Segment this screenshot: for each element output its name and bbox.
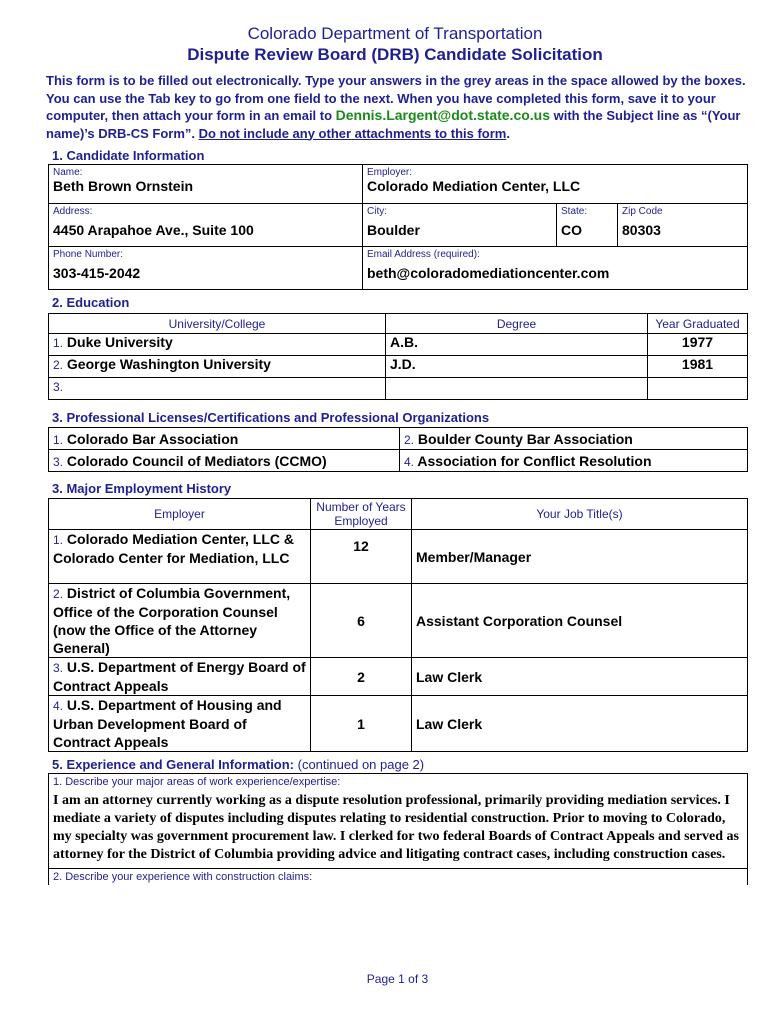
licenses-table bbox=[48, 427, 748, 472]
employment-title-4[interactable]: Law Clerk bbox=[412, 696, 748, 752]
zip-field[interactable]: 80303 bbox=[622, 221, 661, 238]
phone-cell[interactable] bbox=[49, 246, 363, 289]
license-value: Boulder County Bar Association bbox=[417, 430, 633, 447]
section-employment-heading: 3. Major Employment History bbox=[52, 481, 232, 496]
education-school-1[interactable] bbox=[49, 334, 386, 356]
education-school-3[interactable] bbox=[49, 378, 386, 400]
table-row bbox=[49, 334, 748, 356]
row-number: 2. bbox=[53, 358, 64, 372]
employment-years-3[interactable]: 2 bbox=[311, 658, 412, 696]
license-1[interactable] bbox=[49, 428, 400, 450]
education-col-school: University/College bbox=[49, 314, 386, 334]
instructions-text: This form is to be filled out electronically. Type your answers in the grey areas in the space allowed by the boxes. You can use the Tab key to go from one field to the next. When you have completed this form, save it to your computer, then attach your form in an email to bbox=[46, 73, 746, 123]
employment-years-4[interactable]: 1 bbox=[311, 696, 412, 752]
page-number: Page 1 of 3 bbox=[366, 972, 429, 986]
experience-heading-text: 5. Experience and General Information: bbox=[52, 757, 295, 772]
employer-value: U.S. Department of Housing and Urban Development Board of Contract Appeals bbox=[53, 697, 282, 750]
zip-cell[interactable] bbox=[618, 203, 748, 246]
license-value: Colorado Council of Mediators (CCMO) bbox=[66, 452, 327, 469]
education-degree-2[interactable]: J.D. bbox=[386, 356, 648, 378]
zip-label: Zip Code bbox=[622, 205, 663, 217]
employment-title-3[interactable]: Law Clerk bbox=[412, 658, 748, 696]
instructions-end: . bbox=[506, 125, 510, 141]
education-col-year: Year Graduated bbox=[648, 314, 748, 334]
license-value: Colorado Bar Association bbox=[66, 430, 239, 447]
city-cell[interactable] bbox=[363, 203, 557, 246]
employment-employer-2[interactable] bbox=[49, 584, 311, 658]
education-col-degree: Degree bbox=[386, 314, 648, 334]
experience-table bbox=[48, 773, 748, 885]
section-licenses-heading: 3. Professional Licenses/Certifications and Professional Organizations bbox=[52, 410, 490, 425]
employer-value: District of Columbia Government, Office of the Corporation Counsel (now the Office of the Attorney General) bbox=[53, 585, 291, 656]
employment-employer-1[interactable] bbox=[49, 530, 311, 584]
employment-col-employer: Employer bbox=[49, 499, 311, 530]
employment-col-title: Your Job Title(s) bbox=[412, 499, 748, 530]
education-year-3[interactable] bbox=[648, 378, 748, 400]
experience-q1-label: 1. Describe your major areas of work experience/expertise: bbox=[53, 776, 341, 788]
email-label: Email Address (required): bbox=[367, 248, 480, 260]
city-field[interactable]: Boulder bbox=[367, 221, 420, 238]
address-label: Address: bbox=[53, 205, 93, 217]
education-table bbox=[48, 313, 748, 400]
employment-employer-4[interactable] bbox=[49, 696, 311, 752]
section-candidate-heading: 1. Candidate Information bbox=[52, 148, 205, 163]
section-experience-heading bbox=[52, 757, 424, 772]
experience-q1-cell[interactable] bbox=[49, 774, 748, 869]
continued-note: (continued on page 2) bbox=[294, 757, 425, 772]
row-number: 1. bbox=[53, 336, 64, 350]
experience-q2-cell[interactable] bbox=[49, 869, 748, 885]
employment-years-2[interactable]: 6 bbox=[311, 584, 412, 658]
name-label: Name: bbox=[53, 167, 83, 178]
state-label: State: bbox=[561, 205, 588, 217]
education-degree-1[interactable]: A.B. bbox=[386, 334, 648, 356]
address-field[interactable]: 4450 Arapahoe Ave., Suite 100 bbox=[53, 221, 254, 238]
employment-title-1[interactable]: Member/Manager bbox=[412, 530, 748, 584]
phone-field[interactable]: 303-415-2042 bbox=[53, 264, 141, 281]
license-value: Association for Conflict Resolution bbox=[417, 452, 652, 469]
state-field[interactable]: CO bbox=[561, 221, 582, 238]
table-row bbox=[49, 658, 748, 696]
address-cell[interactable] bbox=[49, 203, 363, 246]
email-field[interactable]: beth@coloradomediationcenter.com bbox=[367, 264, 610, 281]
school-value: George Washington University bbox=[66, 356, 271, 372]
education-degree-3[interactable] bbox=[386, 378, 648, 400]
table-row bbox=[49, 356, 748, 378]
education-school-2[interactable] bbox=[49, 356, 386, 378]
row-number: 2. bbox=[53, 587, 64, 601]
education-year-2[interactable]: 1981 bbox=[648, 356, 748, 378]
education-year-1[interactable]: 1977 bbox=[648, 334, 748, 356]
email-cell[interactable] bbox=[363, 246, 748, 289]
employment-col-years: Number of Years Employed bbox=[311, 499, 412, 530]
city-label: City: bbox=[367, 205, 387, 217]
experience-q2-label: 2. Describe your experience with construction claims: bbox=[53, 871, 313, 883]
instructions-subject: with the Subject line as “(Your name)’s DRB-CS Form”. bbox=[46, 108, 741, 141]
employer-label: Employer: bbox=[367, 167, 413, 178]
license-4[interactable] bbox=[400, 450, 748, 472]
experience-q1-answer[interactable]: I am an attorney currently working as a dispute resolution professional, primarily providing mediation services. I mediate a variety of disputes including disputes relating to residential construction. Prior to moving to Colorado, my specialty was government procurement law. I clerked for two federal Boards of Contract Appeals and served as attorney for the District of Columbia providing advice and litigating contract cases, including construction cases. bbox=[53, 793, 739, 862]
table-row bbox=[49, 696, 748, 752]
license-2[interactable] bbox=[400, 428, 748, 450]
row-number: 1. bbox=[53, 533, 64, 547]
license-3[interactable] bbox=[49, 450, 400, 472]
name-cell[interactable] bbox=[49, 165, 363, 204]
row-number: 3. bbox=[53, 661, 64, 675]
row-number: 4. bbox=[404, 454, 415, 469]
candidate-table bbox=[48, 164, 748, 290]
employment-years-1[interactable]: 12 bbox=[311, 530, 412, 584]
name-field[interactable]: Beth Brown Ornstein bbox=[53, 178, 194, 194]
row-number: 1. bbox=[53, 432, 64, 447]
employer-cell[interactable] bbox=[363, 165, 748, 204]
row-number: 3. bbox=[53, 454, 64, 469]
employment-table bbox=[48, 498, 748, 752]
employment-title-2[interactable]: Assistant Corporation Counsel bbox=[412, 584, 748, 658]
row-number: 3. bbox=[53, 380, 64, 394]
attachments-warning: Do not include any other attachments to this form bbox=[198, 125, 507, 141]
table-row bbox=[49, 584, 748, 658]
state-cell[interactable] bbox=[557, 203, 618, 246]
row-number: 4. bbox=[53, 699, 64, 713]
employer-value: Colorado Mediation Center, LLC & Colorado Center for Mediation, LLC bbox=[53, 531, 295, 566]
phone-label: Phone Number: bbox=[53, 248, 124, 260]
school-value: Duke University bbox=[66, 334, 173, 350]
employment-employer-3[interactable] bbox=[49, 658, 311, 696]
instructions bbox=[46, 72, 758, 142]
employer-value: U.S. Department of Energy Board of Contract Appeals bbox=[53, 659, 306, 694]
section-education-heading: 2. Education bbox=[52, 295, 130, 310]
form-title: Dispute Review Board (DRB) Candidate Solicitation bbox=[187, 45, 603, 64]
org-title: Colorado Department of Transportation bbox=[247, 24, 543, 43]
submission-email-link[interactable]: Dennis.Largent@dot.state.co.us bbox=[335, 107, 551, 123]
employer-field[interactable]: Colorado Mediation Center, LLC bbox=[367, 178, 581, 194]
table-row bbox=[49, 378, 748, 400]
table-row bbox=[49, 530, 748, 584]
row-number: 2. bbox=[404, 432, 415, 447]
